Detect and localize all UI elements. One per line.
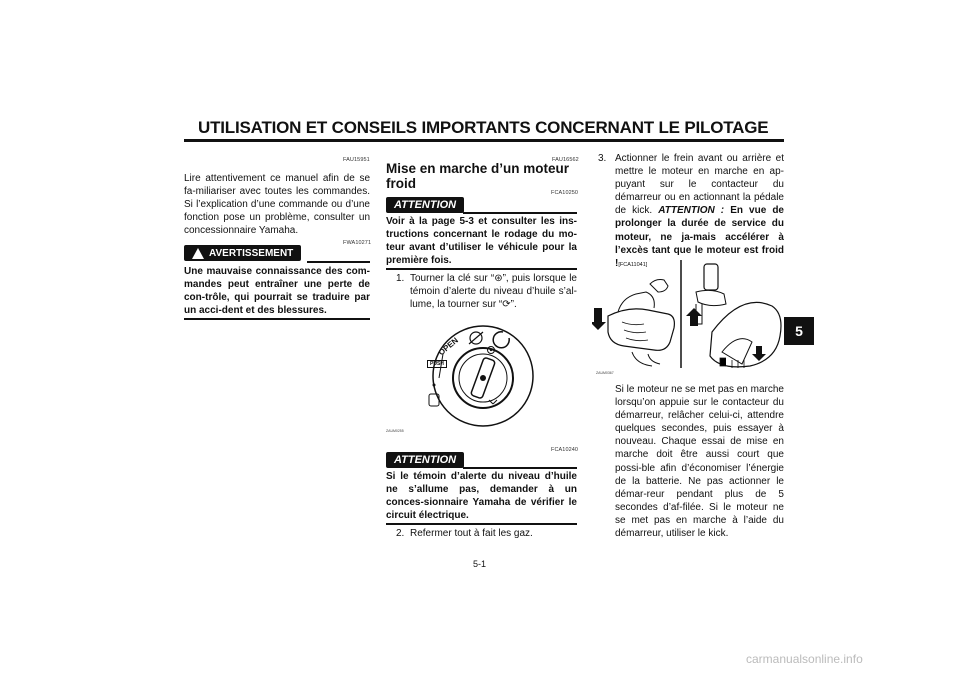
figure-code: ZAUM0255 (386, 429, 404, 433)
restart-paragraph: Si le moteur ne se met pas en marche lorsqu’on appuie sur le contacteur du démarreur, relâcher celui-ci, attendre quelques secondes, puis essayer à nouveau. Chaque essai de mise en marche doit être aussi court que possi-ble afin d’économiser l’énergie de la batterie. Ne pas actionner le démar-reur pendant plus de 5 secondes d’af-filée. Si le moteur ne se met pas en marche à l’aide du démarreur, utiliser le kick. (615, 384, 784, 540)
attention-rule-bottom (386, 268, 577, 270)
attention-text: Si le témoin d’alerte du niveau d’huile ne s’allume pas, demander à un conces-sionnaire Yamaha de vérifier le circuit électrique. (386, 471, 577, 522)
key-switch-illustration (405, 318, 555, 433)
warning-text: Une mauvaise connaissance des com-mandes peut entraîner une perte de con-trôle, qui pourrait se traduire par un acci-dent et des blessures. (184, 266, 370, 317)
step-text (615, 152, 784, 272)
step-text: Refermer tout à fait les gaz. (410, 528, 533, 539)
step-text: Tourner la clé sur “⊛”, puis lorsque le témoin d’alerte du niveau d’huile s’al-lume, la tourner sur “⟳”. (410, 273, 577, 311)
step-1 (396, 272, 577, 311)
step-number: 2. (396, 528, 405, 539)
intro-paragraph: Lire attentivement ce manuel afin de se fa-miliariser avec toutes les commandes. Si l’explication d’une commande ou d’une fonction pose un problème, consulter un concessionnaire Yamaha. (184, 173, 370, 237)
warning-label: AVERTISSEMENT (209, 247, 294, 259)
attention-inline-text: En vue de prolonger la durée de service du moteur, ne ja-mais accélérer à l’excès tant que le moteur est froid ! (615, 205, 784, 269)
attention-badge: ATTENTION (386, 197, 464, 213)
page-header-title: UTILISATION ET CONSEILS IMPORTANTS CONCERNANT LE PILOTAGE (198, 118, 769, 137)
chapter-tab[interactable]: 5 (784, 317, 814, 345)
step-number: 1. (396, 273, 405, 284)
footer-watermark[interactable]: carmanualsonline.info (746, 652, 863, 666)
warning-code: FWA10271 (343, 240, 372, 246)
attention-inline-ref: [FCA11041] (618, 261, 648, 268)
warning-rule-top (307, 261, 370, 263)
warning-rule-bottom (184, 318, 370, 320)
attention-code: FCA10240 (551, 447, 579, 453)
section-title-line1: Mise en marche d’un moteur (386, 161, 570, 176)
header-rule (184, 139, 784, 142)
section-title (386, 161, 569, 191)
attention-rule-top (463, 467, 577, 469)
attention-badge: ATTENTION (386, 452, 464, 468)
warning-icon (192, 248, 204, 259)
starter-illustration (592, 256, 786, 372)
attention-rule-top (463, 212, 577, 214)
figure-code: ZAUM0367 (596, 371, 614, 375)
step-number: 3. (598, 153, 607, 164)
section-code: FAU16562 (552, 157, 579, 163)
step-3 (598, 152, 784, 272)
warning-badge (184, 245, 301, 261)
attention-code: FCA10250 (551, 190, 579, 196)
section-code: FAU15951 (343, 157, 370, 163)
attention-inline-label: ATTENTION : (658, 205, 725, 217)
step-3-text: Actionner le frein avant ou arrière et mettre le moteur en marche en ap-puyant sur le contacteur du démarreur ou en actionnant la pédale de kick. (615, 153, 784, 217)
attention-rule-bottom (386, 523, 577, 525)
open-label: OPEN (436, 335, 460, 358)
attention-text: Voir à la page 5-3 et consulter les ins-tructions concernant le rodage du mo-teur avant d’utiliser le véhicule pour la première fois. (386, 216, 577, 267)
push-label: PUSH (427, 360, 447, 368)
section-title-line2: froid (386, 176, 416, 191)
step-2 (396, 527, 577, 540)
page-number: 5-1 (473, 559, 487, 569)
